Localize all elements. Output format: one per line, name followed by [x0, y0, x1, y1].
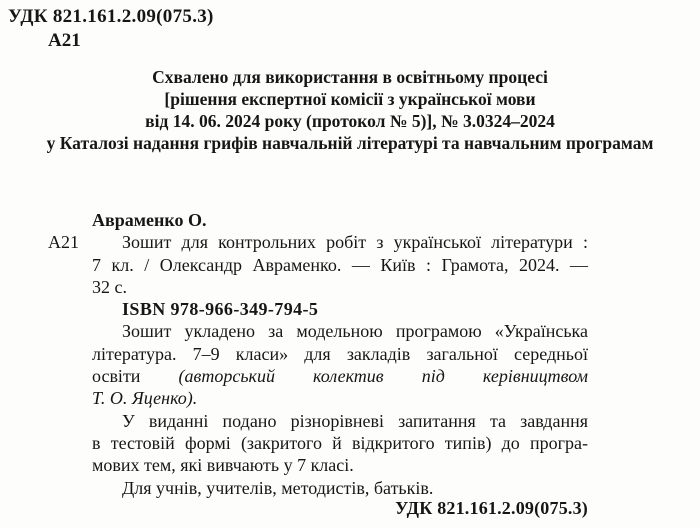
program-line-2: література. 7–9 класи» для закладів загальної середньої: [92, 343, 588, 364]
author-name: Авраменко О.: [92, 210, 207, 230]
entry-line-3: 32 с.: [92, 276, 127, 297]
approval-note: [0, 66, 700, 154]
udk-classification-bottom: УДК 821.161.2.09(075.3): [395, 498, 588, 518]
udk-classification-top: УДК 821.161.2.09(075.3): [8, 6, 214, 27]
author-sign-top: А21: [48, 30, 81, 51]
approval-line-4: у Каталозі надання грифів навчальній літературі та навчальним програмам: [46, 133, 654, 153]
program-line-3: [92, 365, 588, 387]
program-line-3-regular: освіти: [92, 366, 141, 387]
description-line-2: в тестовій формі (закритого й відкритого типів) до програ-: [92, 432, 588, 453]
entry-line-2: 7 кл. / Олександр Авраменко. — Київ : Грамота, 2024. —: [92, 254, 588, 275]
author-sign-card: А21: [48, 232, 79, 252]
program-line-4: Т. О. Яценко).: [92, 388, 198, 409]
catalog-card: [48, 209, 588, 499]
program-line-1: Зошит укладено за модельною програмою «Українська: [122, 321, 588, 342]
program-line-3-italic: (авторський колектив під керівництвом: [178, 366, 589, 387]
approval-line-3: від 14. 06. 2024 року (протокол № 5)], № 3.0324–2024: [145, 111, 555, 131]
isbn-number: ISBN 978-966-349-794-5: [122, 299, 319, 320]
approval-line-2: [рішення експертної комісії з української мови: [164, 89, 536, 109]
approval-line-1: Схвалено для використання в освітньому процесі: [152, 67, 548, 87]
description-line-3: мових тем, які вивчають у 7 класі.: [92, 455, 354, 476]
audience-note: Для учнів, учителів, методистів, батьків.: [122, 477, 434, 498]
entry-line-1: Зошит для контрольних робіт з української літератури :: [122, 232, 588, 253]
description-line-1: У виданні подано різнорівневі запитання та завдання: [122, 410, 588, 431]
